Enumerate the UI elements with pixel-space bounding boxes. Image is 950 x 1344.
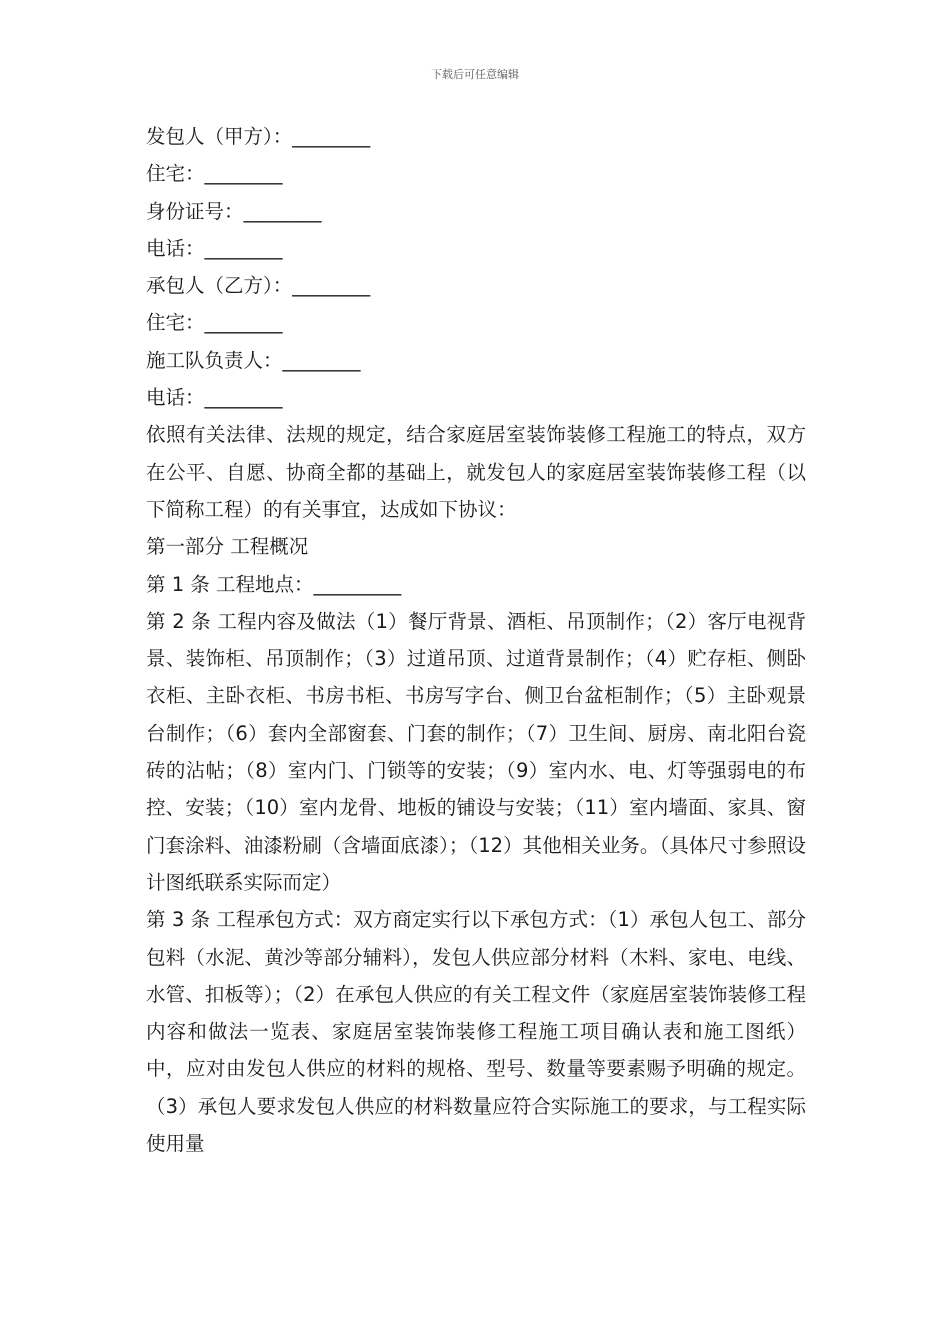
article-1-location: 第 1 条 工程地点：_________ bbox=[146, 572, 402, 596]
part-one-title: 第一部分 工程概况 bbox=[146, 535, 309, 559]
party-a-address-field: 住宅：________ bbox=[146, 162, 283, 186]
party-b-address-field: 住宅：________ bbox=[146, 311, 283, 335]
article-2-content: 第 2 条 工程内容及做法（1）餐厅背景、酒柜、吊顶制作；（2）客厅电视背景、装饰柜、吊顶制作；（3）过道吊顶、过道背景制作；（4）贮存柜、侧卧衣柜、主卧衣柜、书房书柜、书房写字台、侧卫台盆柜制作；（5）主卧观景台制作；（6）套内全部窗套、门套的制作；（7）卫生间、厨房、南北阳台瓷砖的沾帖；（8）室内门、门锁等的安装；（9）室内水、电、灯等强弱电的布控、安装；（10）室内龙骨、地板的铺设与安装；（11）室内墙面、家具、窗门套涂料、油漆粉刷（含墙面底漆）；（12）其他相关业务。（具体尺寸参照设计图纸联系实际而定） bbox=[146, 609, 806, 894]
party-b-phone-field: 电话：________ bbox=[146, 386, 283, 410]
party-a-phone-field: 电话：________ bbox=[146, 236, 283, 260]
party-a-name-field: 发包人（甲方）：________ bbox=[146, 125, 371, 148]
party-a-id-number-field: 身份证号：________ bbox=[146, 199, 322, 223]
crew-leader-field: 施工队负责人：________ bbox=[146, 348, 361, 372]
party-b-name-field: 承包人（乙方）：________ bbox=[146, 274, 371, 298]
page-header-note: 下载后可任意编辑 bbox=[431, 68, 519, 81]
article-3-contract-method: 第 3 条 工程承包方式：双方商定实行以下承包方式：（1）承包人包工、部分包料（水泥、黄沙等部分辅料），发包人供应部分材料（木料、家电、电线、水管、扣板等）；（2）在承包人供应的有关工程文件（家庭居室装饰装修工程内容和做法一览表、家庭居室装饰装修工程施工项目确认表和施工图纸）中，应对由发包人供应的材料的规格、型号、数量等要素赐予明确的规定。（3）承包人要求发包人供应的材料数量应符合实际施工的要求，与工程实际使用量 bbox=[146, 908, 806, 1156]
contract-body bbox=[146, 118, 806, 1162]
intro-paragraph: 依照有关法律、法规的规定，结合家庭居室装饰装修工程施工的特点，双方在公平、自愿、协商全都的基础上，就发包人的家庭居室装饰装修工程（以下简称工程）的有关事宜，达成如下协议： bbox=[146, 423, 806, 521]
